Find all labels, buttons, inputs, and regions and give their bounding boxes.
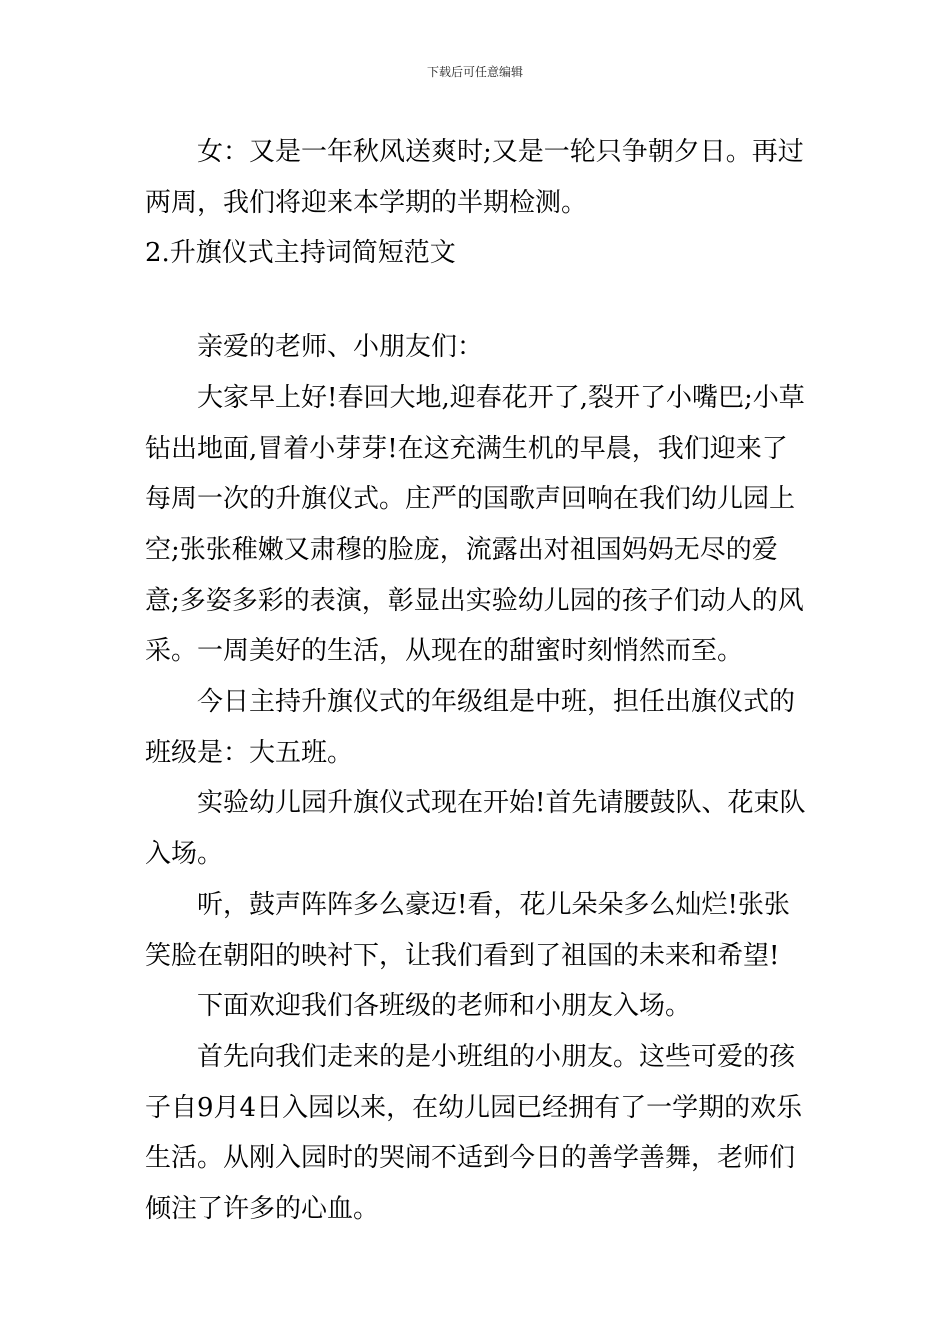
paragraph-host-class: 今日主持升旗仪式的年级组是中班，担任出旗仪式的班级是：大五班。 (145, 687, 796, 768)
document-body (145, 127, 807, 1235)
paragraph-greeting: 亲爱的老师、小朋友们： (197, 332, 484, 363)
paragraph-opening: 大家早上好!春回大地,迎春花开了,裂开了小嘴巴;小草钻出地面,冒着小芽芽!在这充满生机的早晨，我们迎来了每周一次的升旗仪式。庄严的国歌声回响在我们幼儿园上空;张张稚嫩又肃穆的脸庞，流露出对祖国妈妈无尽的爱意;多姿多彩的表演，彰显出实验幼儿园的孩子们动人的风采。一周美好的生活，从现在的甜蜜时刻悄然而至。 (145, 382, 805, 667)
paragraph-intro: 女：又是一年秋风送爽时;又是一轮只争朝夕日。再过两周，我们将迎来本学期的半期检测。 (145, 137, 804, 218)
page-header-note: 下载后可任意编辑 (426, 65, 523, 79)
paragraph-welcome: 下面欢迎我们各班级的老师和小朋友入场。 (197, 991, 692, 1022)
paragraph-drums-flowers: 听，鼓声阵阵多么豪迈!看，花儿朵朵多么灿烂!张张笑脸在朝阳的映衬下，让我们看到了祖国的未来和希望! (145, 889, 790, 971)
blank-gap (145, 279, 807, 322)
section-heading: 2.升旗仪式主持词简短范文 (145, 238, 456, 269)
paragraph-small-class: 首先向我们走来的是小班组的小朋友。这些可爱的孩子自9月4日入园以来，在幼儿园已经拥有了一学期的欢乐生活。从刚入园时的哭闹不适到今日的善学善舞，老师们倾注了许多的心血。 (145, 1041, 803, 1225)
paragraph-ceremony-start: 实验幼儿园升旗仪式现在开始!首先请腰鼓队、花束队入场。 (145, 788, 806, 870)
